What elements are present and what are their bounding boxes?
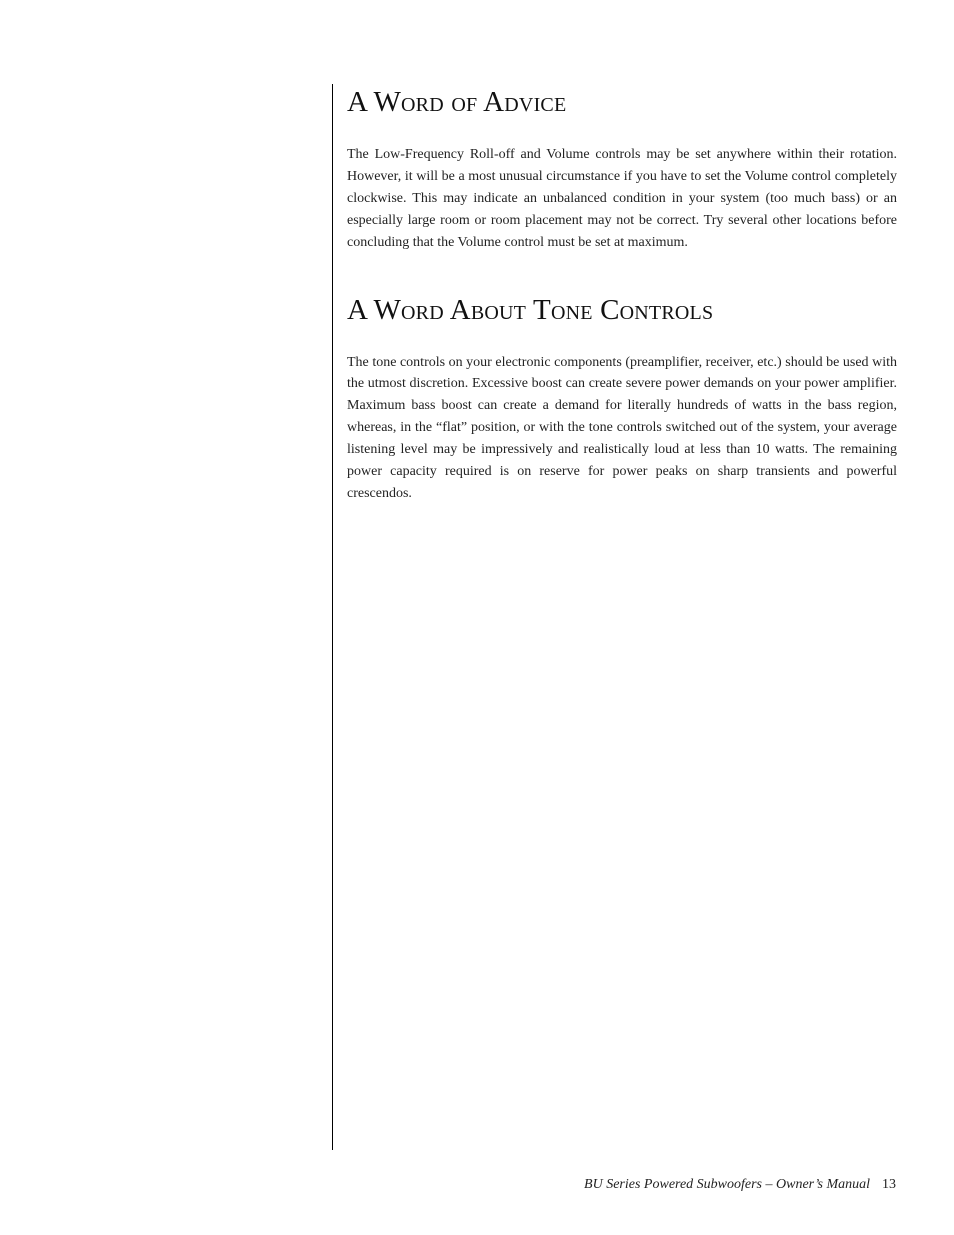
section-body-tone-controls: The tone controls on your electronic components (preamplifier, receiver, etc.) should be used with the utmost discretion. Excessive boost can create severe power demands on your power amplifier. Maximum bass boost can create a demand for literally hundreds of watts in the bass region, whereas, in the “flat” position, or with the tone controls switched out of the system, your average listening level may be impressively and realistically loud at less than 10 watts. The remaining power capacity required is on reserve for power peaks on sharp transients and powerful crescendos. [347,354,897,501]
footer-title: BU Series Powered Subwoofers – Owner’s Manual [584,1177,870,1192]
margin-rule [332,84,333,1150]
section-heading-advice: A Word of Advice [347,86,567,118]
page-footer [584,1177,896,1193]
main-content [347,84,897,505]
page-number: 13 [882,1177,896,1192]
section-heading-tone-controls: A Word About Tone Controls [347,293,714,326]
section-body-advice: The Low-Frequency Roll-off and Volume controls may be set anywhere within their rotation. However, it will be a most unusual circumstance if you have to set the Volume control completely clockwise. This may indicate an unbalanced condition in your system (too much bass) or an especially large room or room placement may not be correct. Try several other locations before concluding that the Volume control must be set at maximum. [347,147,897,250]
